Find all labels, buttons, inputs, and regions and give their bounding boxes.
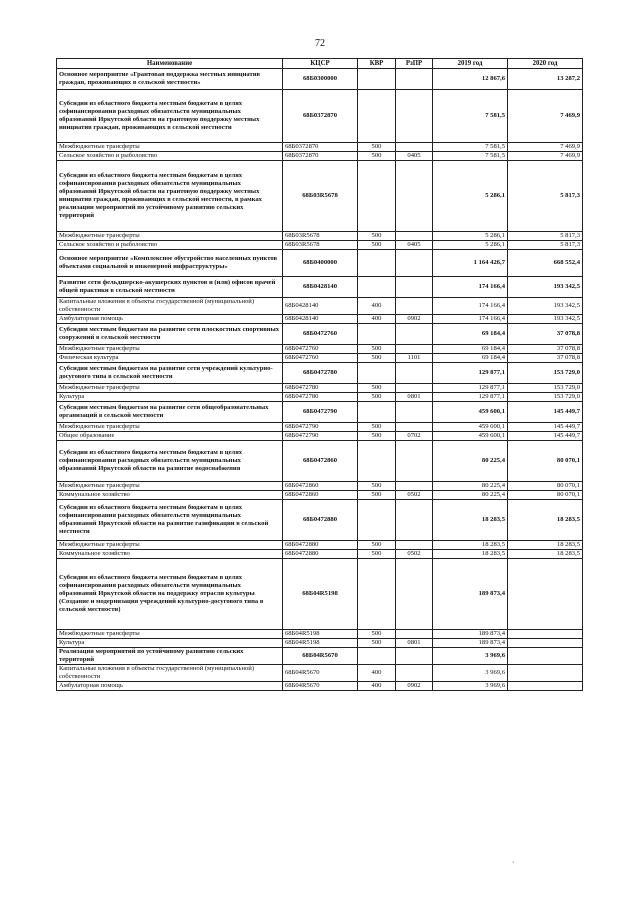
cell-2020: 153 729,0 [508,363,583,384]
header-name: Наименование [57,59,283,69]
scan-dot: · [512,858,515,867]
cell-kcsr: 68Б0472880 [283,550,358,559]
table-row [57,69,583,90]
cell-kcsr: 68Б0300000 [283,69,358,90]
cell-kcsr: 68Б03R5678 [283,241,358,250]
cell-2020: 145 449,7 [508,432,583,441]
cell-rzpr [396,250,433,277]
cell-2020: 7 469,9 [508,90,583,143]
cell-kcsr: 68Б04R5198 [283,630,358,639]
cell-kvr: 500 [358,550,396,559]
cell-2020: 145 449,7 [508,423,583,432]
cell-kcsr: 68Б0472780 [283,384,358,393]
cell-kcsr: 68Б0372870 [283,90,358,143]
cell-kvr: 500 [358,482,396,491]
table-row [57,384,583,393]
cell-kcsr: 68Б0428140 [283,298,358,315]
cell-kcsr: 68Б0472860 [283,491,358,500]
scan-dot: · [318,418,321,427]
cell-name: Культура [57,639,283,648]
table-row [57,500,583,541]
header-kcsr: КЦСР [283,59,358,69]
cell-rzpr [396,161,433,232]
cell-kvr: 500 [358,393,396,402]
cell-2019: 7 581,5 [433,90,508,143]
cell-name: Межбюджетные трансферты [57,423,283,432]
cell-kcsr: 68Б04R5670 [283,682,358,691]
cell-kvr: 500 [358,630,396,639]
cell-2020 [508,682,583,691]
table-row [57,90,583,143]
cell-rzpr [396,69,433,90]
cell-rzpr [396,363,433,384]
table-row [57,441,583,482]
table-row [57,393,583,402]
cell-rzpr [396,345,433,354]
cell-2020: 7 469,9 [508,143,583,152]
cell-kvr: 500 [358,639,396,648]
cell-kvr: 400 [358,315,396,324]
cell-kcsr: 68Б0472860 [283,482,358,491]
header-rzpr: РзПР [396,59,433,69]
cell-kvr: 500 [358,152,396,161]
cell-name: Основное мероприятие «Комплексное обустройство населенных пунктов объектами социальной и инженерной инфраструктуры» [57,250,283,277]
cell-2020 [508,639,583,648]
cell-2019: 459 600,1 [433,432,508,441]
table-row [57,630,583,639]
table-row [57,345,583,354]
cell-2019: 7 581,5 [433,152,508,161]
cell-kcsr: 68Б0472760 [283,324,358,345]
cell-2019: 3 969,6 [433,665,508,682]
cell-rzpr [396,630,433,639]
cell-2019: 80 225,4 [433,482,508,491]
header-2019: 2019 год [433,59,508,69]
cell-rzpr: 0902 [396,682,433,691]
cell-2020: 5 817,3 [508,232,583,241]
cell-2020: 13 287,2 [508,69,583,90]
cell-kvr [358,363,396,384]
cell-2019: 174 166,4 [433,277,508,298]
cell-name: Сельское хозяйство и рыболовство [57,241,283,250]
cell-name: Амбулаторная помощь [57,682,283,691]
cell-name: Коммунальное хозяйство [57,550,283,559]
cell-2019: 18 283,5 [433,541,508,550]
cell-rzpr: 0502 [396,491,433,500]
cell-rzpr [396,90,433,143]
header-kvr: КВР [358,59,396,69]
cell-kvr: 500 [358,232,396,241]
table-row [57,250,583,277]
cell-rzpr [396,541,433,550]
cell-2020: 193 342,5 [508,298,583,315]
cell-kcsr: 68Б0472860 [283,441,358,482]
cell-name: Сельское хозяйство и рыболовство [57,152,283,161]
cell-kvr [358,161,396,232]
cell-name: Межбюджетные трансферты [57,143,283,152]
cell-2020: 153 729,0 [508,384,583,393]
cell-rzpr [396,384,433,393]
cell-name: Коммунальное хозяйство [57,491,283,500]
cell-kvr: 500 [358,432,396,441]
cell-2020 [508,665,583,682]
cell-kvr [358,90,396,143]
table-row [57,232,583,241]
cell-kcsr: 68Б0372870 [283,152,358,161]
cell-2020: 37 078,8 [508,345,583,354]
cell-2019: 3 969,6 [433,682,508,691]
cell-2019: 18 283,5 [433,550,508,559]
cell-2020 [508,648,583,665]
cell-kvr [358,250,396,277]
cell-2019: 1 164 426,7 [433,250,508,277]
cell-kvr: 400 [358,298,396,315]
cell-rzpr [396,648,433,665]
table-body [57,69,583,691]
cell-name: Капитальные вложения в объекты государственной (муниципальной) собственности [57,665,283,682]
cell-rzpr: 0801 [396,393,433,402]
cell-kvr: 500 [358,384,396,393]
cell-rzpr: 0405 [396,152,433,161]
cell-name: Межбюджетные трансферты [57,232,283,241]
table-row [57,639,583,648]
cell-2019: 69 184,4 [433,345,508,354]
cell-2020: 18 283,5 [508,500,583,541]
table-row [57,550,583,559]
cell-rzpr [396,232,433,241]
cell-rzpr: 0502 [396,550,433,559]
cell-rzpr [396,441,433,482]
cell-kcsr: 68Б04R5198 [283,559,358,630]
cell-kvr [358,648,396,665]
cell-2019: 189 873,4 [433,559,508,630]
table-row [57,324,583,345]
cell-kvr: 500 [358,541,396,550]
table-row [57,315,583,324]
cell-kvr: 400 [358,682,396,691]
table-row [57,161,583,232]
cell-2020 [508,630,583,639]
table-row [57,152,583,161]
cell-2020: 37 078,8 [508,354,583,363]
cell-kcsr: 68Б0428140 [283,315,358,324]
cell-kcsr: 68Б0472780 [283,363,358,384]
cell-rzpr: 0702 [396,432,433,441]
cell-kvr [358,324,396,345]
cell-name: Основное мероприятие «Грантовая поддержка местных инициатив граждан, проживающих в сельской местности» [57,69,283,90]
table-row [57,298,583,315]
cell-kvr [358,69,396,90]
cell-name: Капитальные вложения в объекты государственной (муниципальной) собственности [57,298,283,315]
table-row [57,241,583,250]
cell-2019: 5 286,1 [433,241,508,250]
table-row [57,682,583,691]
table-row [57,432,583,441]
cell-rzpr: 0801 [396,639,433,648]
table-row [57,363,583,384]
cell-kcsr: 68Б0472780 [283,393,358,402]
budget-table [56,58,583,691]
cell-2020: 18 283,5 [508,550,583,559]
table-row [57,541,583,550]
cell-name: Культура [57,393,283,402]
cell-2019: 189 873,4 [433,639,508,648]
table-row [57,354,583,363]
cell-name: Межбюджетные трансферты [57,345,283,354]
table-row [57,143,583,152]
cell-kvr [358,500,396,541]
cell-kvr: 500 [358,345,396,354]
cell-kcsr: 68Б04R5670 [283,665,358,682]
cell-rzpr: 1101 [396,354,433,363]
cell-2020: 37 078,8 [508,324,583,345]
cell-2019: 12 867,6 [433,69,508,90]
cell-kcsr: 68Б0472760 [283,354,358,363]
cell-kcsr: 68Б0400000 [283,250,358,277]
header-2020: 2020 год [508,59,583,69]
table-header-row [57,59,583,69]
cell-rzpr [396,500,433,541]
cell-2019: 174 166,4 [433,298,508,315]
cell-kvr: 500 [358,423,396,432]
cell-2019: 174 166,4 [433,315,508,324]
cell-2020: 193 342,5 [508,277,583,298]
cell-kcsr: 68Б0372870 [283,143,358,152]
cell-rzpr [396,665,433,682]
cell-name: Субсидии из областного бюджета местным бюджетам в целях софинансирования расходных обязательств муниципальных образований Иркутской области на развитие газификации в сельской местности [57,500,283,541]
cell-kvr: 400 [358,665,396,682]
cell-2019: 459 600,1 [433,402,508,423]
cell-kvr: 500 [358,491,396,500]
cell-kcsr: 68Б0472880 [283,541,358,550]
cell-2019: 459 600,1 [433,423,508,432]
cell-name: Реализация мероприятий по устойчивому развитию сельских территорий [57,648,283,665]
cell-name: Амбулаторная помощь [57,315,283,324]
cell-kvr [358,402,396,423]
cell-kvr [358,559,396,630]
cell-2020: 5 817,3 [508,161,583,232]
cell-2019: 129 877,1 [433,384,508,393]
cell-rzpr [396,402,433,423]
cell-kvr [358,441,396,482]
cell-name: Субсидии из областного бюджета местным бюджетам в целях софинансирования расходных обязательств муниципальных образований Иркутской области на грантовую поддержку местных инициатив граждан, проживающих в сельской местности [57,90,283,143]
cell-2019: 129 877,1 [433,363,508,384]
cell-2020: 80 070,1 [508,482,583,491]
page-number: 72 [315,38,325,49]
cell-rzpr [396,482,433,491]
cell-kcsr: 68Б04R5670 [283,648,358,665]
cell-2020: 193 342,5 [508,315,583,324]
cell-2019: 69 184,4 [433,354,508,363]
cell-2020: 80 070,1 [508,441,583,482]
table-row [57,665,583,682]
cell-2020: 80 070,1 [508,491,583,500]
cell-name: Межбюджетные трансферты [57,630,283,639]
table-row [57,559,583,630]
cell-2019: 7 581,5 [433,143,508,152]
cell-name: Межбюджетные трансферты [57,541,283,550]
cell-name: Межбюджетные трансферты [57,482,283,491]
cell-2020: 18 283,5 [508,541,583,550]
cell-kvr [358,277,396,298]
cell-name: Субсидии из областного бюджета местным бюджетам в целях софинансирования расходных обязательств муниципальных образований Иркутской области на грантовую поддержку местных инициатив граждан, проживающих в сельской местности, в рамках реализации мероприятий по устойчивому развитию сельских территорий [57,161,283,232]
cell-2019: 3 969,6 [433,648,508,665]
cell-kcsr: 68Б0472880 [283,500,358,541]
cell-name: Субсидии местным бюджетам на развитие сети плоскостных спортивных сооружений в сельской местности [57,324,283,345]
cell-kcsr: 68Б0472760 [283,345,358,354]
cell-rzpr [396,559,433,630]
cell-name: Развитие сети фельдшерско-акушерских пунктов и (или) офисов врачей общей практики в сельской местности [57,277,283,298]
cell-kcsr: 68Б03R5678 [283,161,358,232]
cell-2019: 5 286,1 [433,161,508,232]
cell-name: Субсидии из областного бюджета местным бюджетам в целях софинансирования расходных обязательств муниципальных образований Иркутской области на поддержку отрасли культуры (Создание и модернизация учреждений культурно-досугового типа в сельской местности) [57,559,283,630]
cell-2019: 69 184,4 [433,324,508,345]
cell-kcsr: 68Б0472790 [283,432,358,441]
cell-2019: 5 286,1 [433,232,508,241]
table-row [57,277,583,298]
cell-kvr: 500 [358,241,396,250]
cell-name: Субсидии местным бюджетам на развитие сети учреждений культурно-досугового типа в сельской местности [57,363,283,384]
cell-rzpr [396,298,433,315]
cell-kcsr: 68Б0472790 [283,423,358,432]
cell-kvr: 500 [358,143,396,152]
cell-2019: 18 283,5 [433,500,508,541]
cell-2019: 80 225,4 [433,441,508,482]
cell-2020: 145 449,7 [508,402,583,423]
table-row [57,648,583,665]
cell-kvr: 500 [358,354,396,363]
cell-rzpr [396,143,433,152]
cell-name: Субсидии местным бюджетам на развитие сети общеобразовательных организаций в сельской местности [57,402,283,423]
cell-2020 [508,559,583,630]
cell-name: Общее образование [57,432,283,441]
cell-name: Межбюджетные трансферты [57,384,283,393]
cell-kcsr: 68Б0428140 [283,277,358,298]
cell-name: Физическая культура [57,354,283,363]
cell-rzpr: 0405 [396,241,433,250]
cell-2019: 189 873,4 [433,630,508,639]
cell-2020: 5 817,3 [508,241,583,250]
cell-2019: 80 225,4 [433,491,508,500]
cell-2019: 129 877,1 [433,393,508,402]
cell-kcsr: 68Б0472790 [283,402,358,423]
cell-rzpr [396,324,433,345]
cell-kcsr: 68Б03R5678 [283,232,358,241]
cell-rzpr [396,277,433,298]
cell-2020: 668 552,4 [508,250,583,277]
cell-name: Субсидии из областного бюджета местным бюджетам в целях софинансирования расходных обязательств муниципальных образований Иркутской области на развитие водоснабжения [57,441,283,482]
table-row [57,491,583,500]
cell-2020: 7 469,9 [508,152,583,161]
table-row [57,482,583,491]
cell-rzpr [396,423,433,432]
cell-2020: 153 729,0 [508,393,583,402]
cell-kcsr: 68Б04R5198 [283,639,358,648]
cell-rzpr: 0902 [396,315,433,324]
